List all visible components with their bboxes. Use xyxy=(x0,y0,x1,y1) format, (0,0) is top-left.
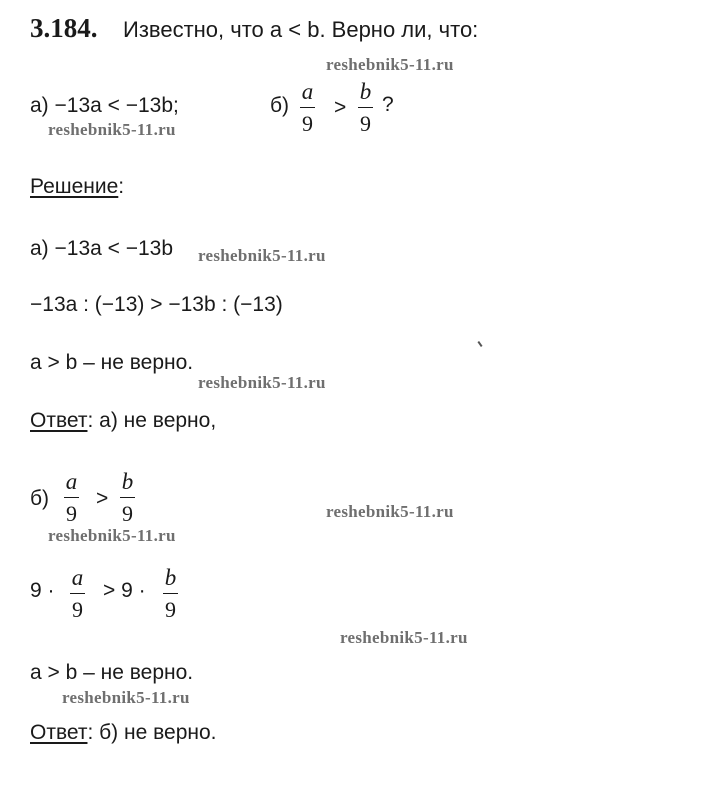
solution-heading-colon: : xyxy=(118,175,125,198)
fraction-b-over-9 xyxy=(358,80,373,135)
watermark: reshebnik5-11.ru xyxy=(198,246,326,265)
denominator: 9 xyxy=(66,501,77,526)
denominator: 9 xyxy=(72,597,83,622)
fraction-a-over-9 xyxy=(300,80,315,135)
solution-b-mult-left: 9 · xyxy=(30,579,55,602)
numerator: a xyxy=(71,565,84,590)
numerator: a xyxy=(65,469,78,494)
fraction-a-over-9 xyxy=(70,566,85,621)
solution-b-label: б) xyxy=(30,487,50,510)
answer-b-label: Ответ xyxy=(30,721,88,744)
numerator: a xyxy=(301,79,314,104)
numerator: b xyxy=(164,565,177,590)
answer-a xyxy=(30,410,216,431)
problem-part-a: а) −13a < −13b; xyxy=(30,94,179,117)
fraction-b-over-9 xyxy=(163,566,178,621)
watermark: reshebnik5-11.ru xyxy=(198,373,326,392)
watermark: reshebnik5-11.ru xyxy=(62,688,190,707)
scan-speck xyxy=(477,341,482,347)
answer-a-text: : а) не верно, xyxy=(87,409,217,432)
watermark: reshebnik5-11.ru xyxy=(340,628,468,647)
denominator: 9 xyxy=(165,597,176,622)
numerator: b xyxy=(121,469,134,494)
answer-b xyxy=(30,722,217,743)
solution-b-line3: a > b – не верно. xyxy=(30,661,194,684)
denominator: 9 xyxy=(302,111,313,136)
denominator: 9 xyxy=(122,501,133,526)
watermark: reshebnik5-11.ru xyxy=(48,526,176,545)
denominator: 9 xyxy=(360,111,371,136)
problem-number: 3.184. xyxy=(30,13,98,43)
numerator: b xyxy=(359,79,372,104)
solution-a-line1: а) −13a < −13b xyxy=(30,237,174,260)
watermark: reshebnik5-11.ru xyxy=(326,55,454,74)
question-mark: ? xyxy=(382,93,394,116)
solution-a-line2: −13a : (−13) > −13b : (−13) xyxy=(30,293,283,316)
solution-a-line3: a > b – не верно. xyxy=(30,351,194,374)
greater-sign: > xyxy=(96,487,109,510)
problem-part-b-label: б) xyxy=(270,94,290,117)
solution-b-mult-mid: > 9 · xyxy=(103,579,146,602)
solution-heading xyxy=(30,176,124,197)
greater-sign: > xyxy=(334,96,347,119)
fraction-b-over-9 xyxy=(120,470,135,525)
problem-statement: Известно, что a < b. Верно ли, что: xyxy=(123,17,479,42)
watermark: reshebnik5-11.ru xyxy=(48,120,176,139)
watermark: reshebnik5-11.ru xyxy=(326,502,454,521)
fraction-a-over-9 xyxy=(64,470,79,525)
answer-b-text: : б) не верно. xyxy=(87,721,217,744)
answer-a-label: Ответ xyxy=(30,409,88,432)
solution-heading-text: Решение xyxy=(30,175,119,198)
